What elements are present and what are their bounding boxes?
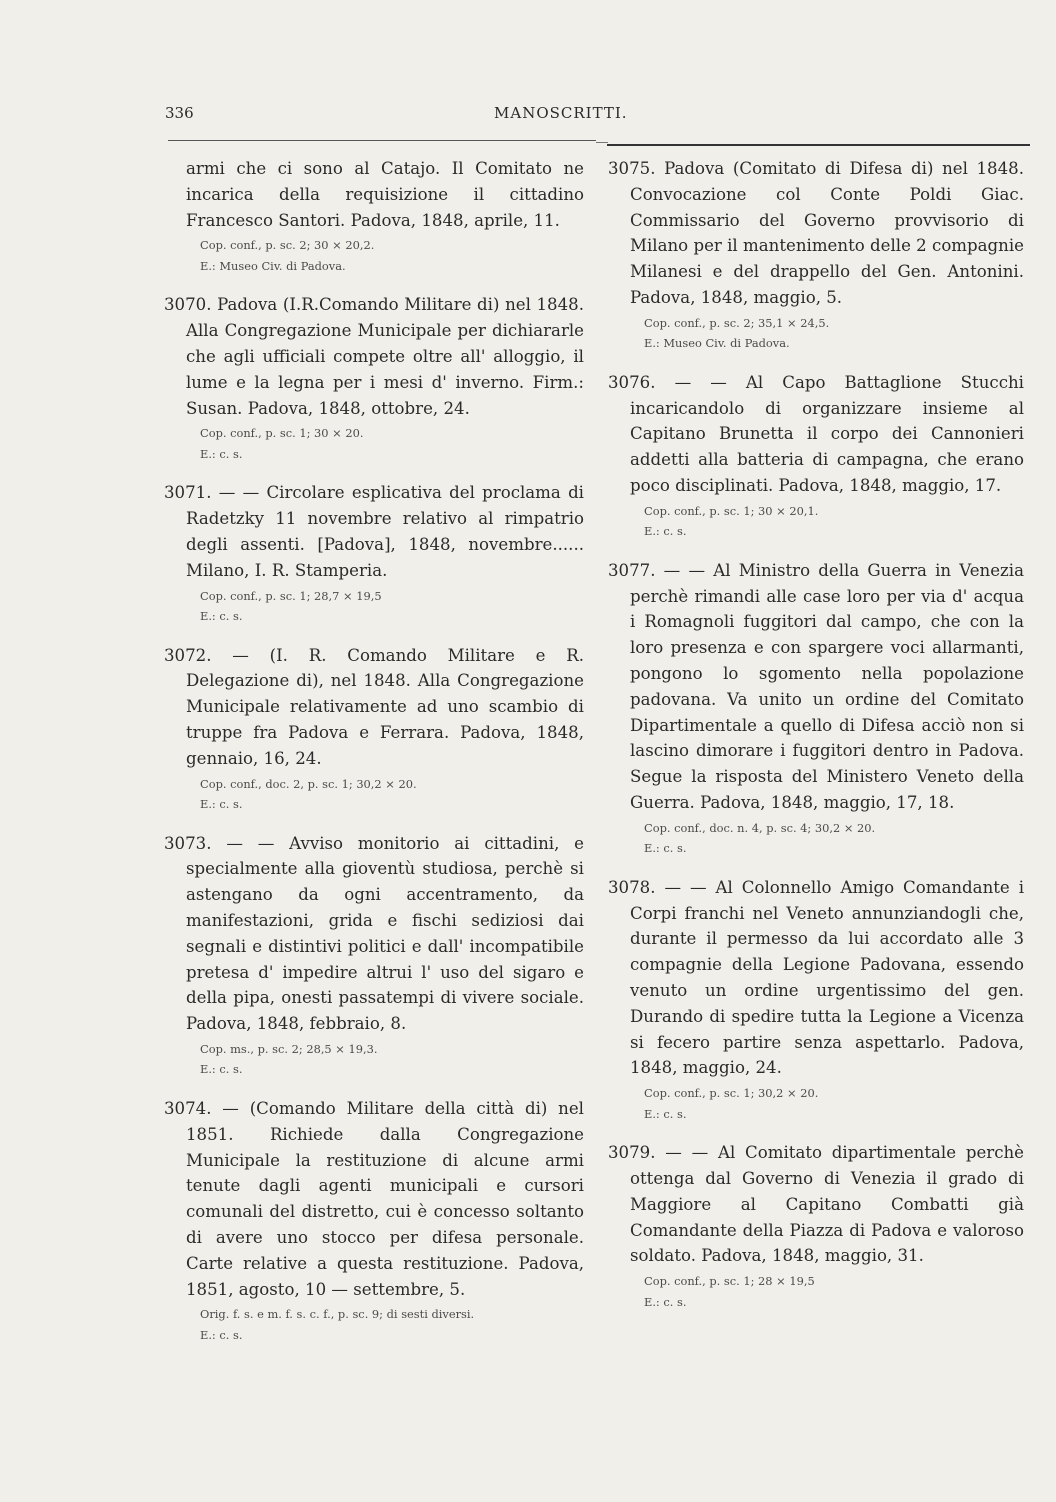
entry-copy-info: Cop. conf., doc. 2, p. sc. 1; 30,2 × 20. xyxy=(200,776,417,791)
entry-text: armi che ci sono al Catajo. Il Comitato ne incarica della requisizione il cittadino Francesco Santori. Padova, 1848, aprile, 11. xyxy=(186,159,584,230)
entry-location: E.: c. s. xyxy=(644,1294,687,1309)
catalog-entry xyxy=(608,558,1024,857)
entry-text: 3078. — — Al Colonnello Amigo Comandante i Corpi franchi nel Veneto annunziandogli che, durante il permesso da lui accordato alle 3 compagnie della Legione Padovana, essendo venuto un ordine urgentissimo del gen. Durando di spedire tutta la Legione a Vicenza si fecero partire senza aspettarlo. Padova, 1848, maggio, 24. xyxy=(608,877,1024,1078)
entry-copy-info: Cop. conf., p. sc. 1; 30,2 × 20. xyxy=(644,1086,819,1101)
entry-text: 3074. — (Comando Militare della città di) nel 1851. Richiede dalla Congregazione Municipale la restituzione di alcune armi tenute dagli agenti municipali e cursori comunali del distretto, cui è concesso soltanto di avere uno stocco per difesa personale. Carte relative a questa restituzione. Padova, 1851, agosto, 10 — settembre, 5. xyxy=(164,1098,584,1299)
catalog-entry xyxy=(164,480,584,624)
entry-text: 3076. — — Al Capo Battaglione Stucchi incaricandolo di organizzare insieme al Capitano Brunetta il corpo dei Cannonieri addetti alla batteria di campagna, che erano poco disciplinati. Padova, 1848, maggio, 17. xyxy=(608,372,1024,495)
entry-text: 3077. — — Al Ministro della Guerra in Venezia perchè rimandi alle case loro per via d' acqua i Romagnoli fuggitori dal campo, che con la loro presenza e con spargere voci allarmanti, pongono lo sgomento nella popolazione padovana. Va unito un ordine del Comitato Dipartimentale a quello di Difesa acciò non si lascino dimorare i fuggitori dentro in Padova. Segue la risposta del Ministero Veneto della Guerra. Padova, 1848, maggio, 17, 18. xyxy=(608,560,1024,812)
catalog-entry xyxy=(164,831,584,1078)
entry-location: E.: c. s. xyxy=(644,841,687,856)
entry-copy-info: Orig. f. s. e m. f. s. c. f., p. sc. 9; di sesti diversi. xyxy=(200,1307,475,1322)
entry-location: E.: c. s. xyxy=(200,797,243,812)
catalog-entry xyxy=(164,643,584,813)
entry-copy-info: Cop. conf., p. sc. 1; 28,7 × 19,5 xyxy=(200,588,382,603)
page-number: 336 xyxy=(165,104,194,122)
entry-copy-info: Cop. conf., p. sc. 1; 30 × 20. xyxy=(200,426,364,441)
catalog-entry xyxy=(608,156,1024,352)
entry-location: E.: Museo Civ. di Padova. xyxy=(644,336,790,351)
entry-text: 3070. Padova (I.R.Comando Militare di) nel 1848. Alla Congregazione Municipale per dichiararle che agli ufficiali compete oltre all' alloggio, il lume e la legna per i mesi d' inverno. Firm.: Susan. Padova, 1848, ottobre, 24. xyxy=(164,295,584,418)
entry-copy-info: Cop. conf., p. sc. 2; 35,1 × 24,5. xyxy=(644,315,830,330)
entry-copy-info: Cop. conf., p. sc. 1; 30 × 20,1. xyxy=(644,503,819,518)
catalog-entry xyxy=(164,1096,584,1343)
entry-location: E.: Museo Civ. di Padova. xyxy=(200,258,346,273)
page-header xyxy=(160,104,1030,128)
entry-location: E.: c. s. xyxy=(644,524,687,539)
entry-location: E.: c. s. xyxy=(200,609,243,624)
catalog-entry xyxy=(164,156,584,274)
header-rule xyxy=(168,140,596,141)
header-rule xyxy=(596,142,608,143)
catalog-entry xyxy=(608,370,1024,540)
entry-text: 3073. — — Avviso monitorio ai cittadini, e specialmente alla gioventù studiosa, perchè si astengano da ogni accentramento, da manifestazioni, grida e fischi sediziosi dai segnali e distintivi politici e dall' incompatibile pretesa d' impedire altrui l' uso del sigaro e della pipa, onesti passatempi di vivere sociale. Padova, 1848, febbraio, 8. xyxy=(164,833,584,1034)
entry-copy-info: Cop. ms., p. sc. 2; 28,5 × 19,3. xyxy=(200,1041,378,1056)
entry-copy-info: Cop. conf., p. sc. 2; 30 × 20,2. xyxy=(200,238,375,253)
catalog-entry xyxy=(608,875,1024,1122)
entry-copy-info: Cop. conf., doc. n. 4, p. sc. 4; 30,2 × 20. xyxy=(644,820,876,835)
header-rule xyxy=(607,144,1030,146)
entry-text: 3071. — — Circolare esplicativa del proclama di Radetzky 11 novembre relativo al rimpatrio degli assenti. [Padova], 1848, novembre...... Milano, I. R. Stamperia. xyxy=(164,483,584,580)
catalog-entry xyxy=(608,1140,1024,1310)
right-column xyxy=(608,156,1024,1328)
page-title: MANOSCRITTI. xyxy=(494,104,628,122)
catalog-entry xyxy=(164,292,584,462)
entry-copy-info: Cop. conf., p. sc. 1; 28 × 19,5 xyxy=(644,1274,815,1289)
entry-text: 3072. — (I. R. Comando Militare e R. Delegazione di), nel 1848. Alla Congregazione Municipale relativamente ad uno scambio di truppe fra Padova e Ferrara. Padova, 1848, gennaio, 16, 24. xyxy=(164,645,584,768)
entry-location: E.: c. s. xyxy=(200,446,243,461)
entry-location: E.: c. s. xyxy=(200,1062,243,1077)
left-column xyxy=(164,156,584,1361)
entry-text: 3075. Padova (Comitato di Difesa di) nel 1848. Convocazione col Conte Poldi Giac. Commissario del Governo provvisorio di Milano per il mantenimento delle 2 compagnie Milanesi e del drappello del Gen. Antonini. Padova, 1848, maggio, 5. xyxy=(608,159,1024,307)
entry-location: E.: c. s. xyxy=(200,1327,243,1342)
entry-location: E.: c. s. xyxy=(644,1106,687,1121)
entry-text: 3079. — — Al Comitato dipartimentale perchè ottenga dal Governo di Venezia il grado di Maggiore al Capitano Combatti già Comandante della Piazza di Padova e valoroso soldato. Padova, 1848, maggio, 31. xyxy=(608,1143,1024,1266)
